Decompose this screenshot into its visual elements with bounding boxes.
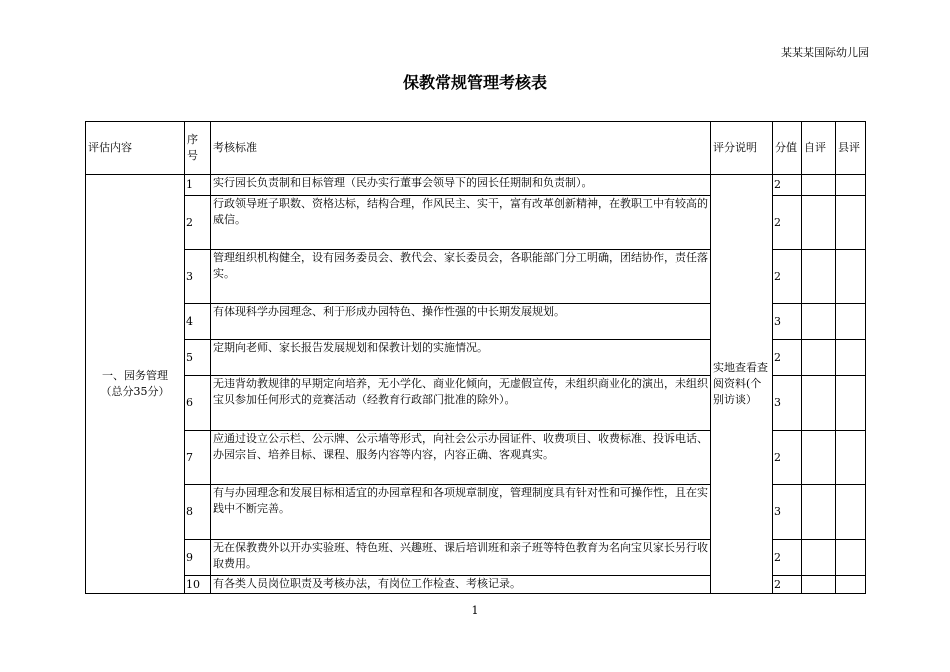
row-score: 2 [773, 175, 802, 196]
assessment-table [85, 121, 866, 594]
self-eval-cell[interactable] [802, 376, 836, 431]
header-content: 评估内容 [86, 122, 185, 175]
self-eval-cell[interactable] [802, 576, 836, 594]
self-eval-cell[interactable] [802, 250, 836, 304]
self-eval-cell[interactable] [802, 431, 836, 485]
row-score: 2 [773, 576, 802, 594]
self-eval-cell[interactable] [802, 340, 836, 376]
county-eval-cell[interactable] [836, 304, 866, 340]
row-score: 3 [773, 485, 802, 540]
row-standard: 无违背幼教规律的早期定向培养，无小学化、商业化倾向，无虚假宣传，未组织商业化的演出，未组织宝贝参加任何形式的竞赛活动（经教育行政部门批准的除外）。 [211, 376, 711, 431]
header-explain: 评分说明 [711, 122, 773, 175]
self-eval-cell[interactable] [802, 196, 836, 250]
row-score: 2 [773, 340, 802, 376]
header-standard: 考核标准 [211, 122, 711, 175]
row-number: 2 [185, 196, 211, 250]
county-eval-cell[interactable] [836, 376, 866, 431]
county-eval-cell[interactable] [836, 196, 866, 250]
county-eval-cell[interactable] [836, 250, 866, 304]
self-eval-cell[interactable] [802, 304, 836, 340]
row-standard: 行政领导班子职数、资格达标，结构合理，作风民主、实干，富有改革创新精神，在教职工中有较高的威信。 [211, 196, 711, 250]
page-title: 保教常规管理考核表 [402, 73, 547, 92]
row-score: 2 [773, 540, 802, 576]
table-row [86, 175, 866, 196]
explain-cell: 实地查看查阅资料(个别访谈） [711, 175, 773, 594]
row-standard: 无在保教费外以开办实验班、特色班、兴趣班、课后培训班和亲子班等特色教育为名向宝贝家长另行收取费用。 [211, 540, 711, 576]
section-name: 一、园务管理 [102, 369, 168, 382]
row-number: 8 [185, 485, 211, 540]
page-number: 1 [471, 604, 479, 617]
organization-name: 某某某国际幼儿园 [781, 46, 869, 59]
row-standard: 实行园长负责制和目标管理（民办实行董事会领导下的园长任期制和负责制）。 [211, 175, 711, 196]
row-score: 2 [773, 431, 802, 485]
row-standard: 应通过设立公示栏、公示牌、公示墙等形式，向社会公示办园证件、收费项目、收费标准、投诉电话、办园宗旨、培养目标、课程、服务内容等内容，内容正确、客观真实。 [211, 431, 711, 485]
row-number: 4 [185, 304, 211, 340]
table-header-row [86, 122, 866, 175]
self-eval-cell[interactable] [802, 175, 836, 196]
header-county: 县评 [836, 122, 866, 175]
row-number: 9 [185, 540, 211, 576]
row-score: 3 [773, 376, 802, 431]
county-eval-cell[interactable] [836, 431, 866, 485]
row-standard: 定期向老师、家长报告发展规划和保教计划的实施情况。 [211, 340, 711, 376]
county-eval-cell[interactable] [836, 485, 866, 540]
row-score: 2 [773, 250, 802, 304]
row-number: 5 [185, 340, 211, 376]
header-score: 分值 [773, 122, 802, 175]
row-number: 1 [185, 175, 211, 196]
row-standard: 有体现科学办园理念、利于形成办园特色、操作性强的中长期发展规划。 [211, 304, 711, 340]
row-standard: 管理组织机构健全，设有园务委员会、教代会、家长委员会，各职能部门分工明确，团结协作，责任落实。 [211, 250, 711, 304]
header-seq: 序号 [185, 122, 211, 175]
header-self: 自评 [802, 122, 836, 175]
county-eval-cell[interactable] [836, 340, 866, 376]
row-number: 6 [185, 376, 211, 431]
row-number: 10 [185, 576, 211, 594]
row-standard: 有各类人员岗位职责及考核办法，有岗位工作检查、考核记录。 [211, 576, 711, 594]
self-eval-cell[interactable] [802, 540, 836, 576]
county-eval-cell[interactable] [836, 576, 866, 594]
section-cell [86, 175, 185, 594]
self-eval-cell[interactable] [802, 485, 836, 540]
county-eval-cell[interactable] [836, 175, 866, 196]
section-total: （总分35分） [100, 385, 170, 398]
row-number: 3 [185, 250, 211, 304]
row-score: 2 [773, 196, 802, 250]
county-eval-cell[interactable] [836, 540, 866, 576]
row-standard: 有与办园理念和发展目标相适宜的办园章程和各项规章制度，管理制度具有针对性和可操作性，且在实践中不断完善。 [211, 485, 711, 540]
row-score: 3 [773, 304, 802, 340]
row-number: 7 [185, 431, 211, 485]
